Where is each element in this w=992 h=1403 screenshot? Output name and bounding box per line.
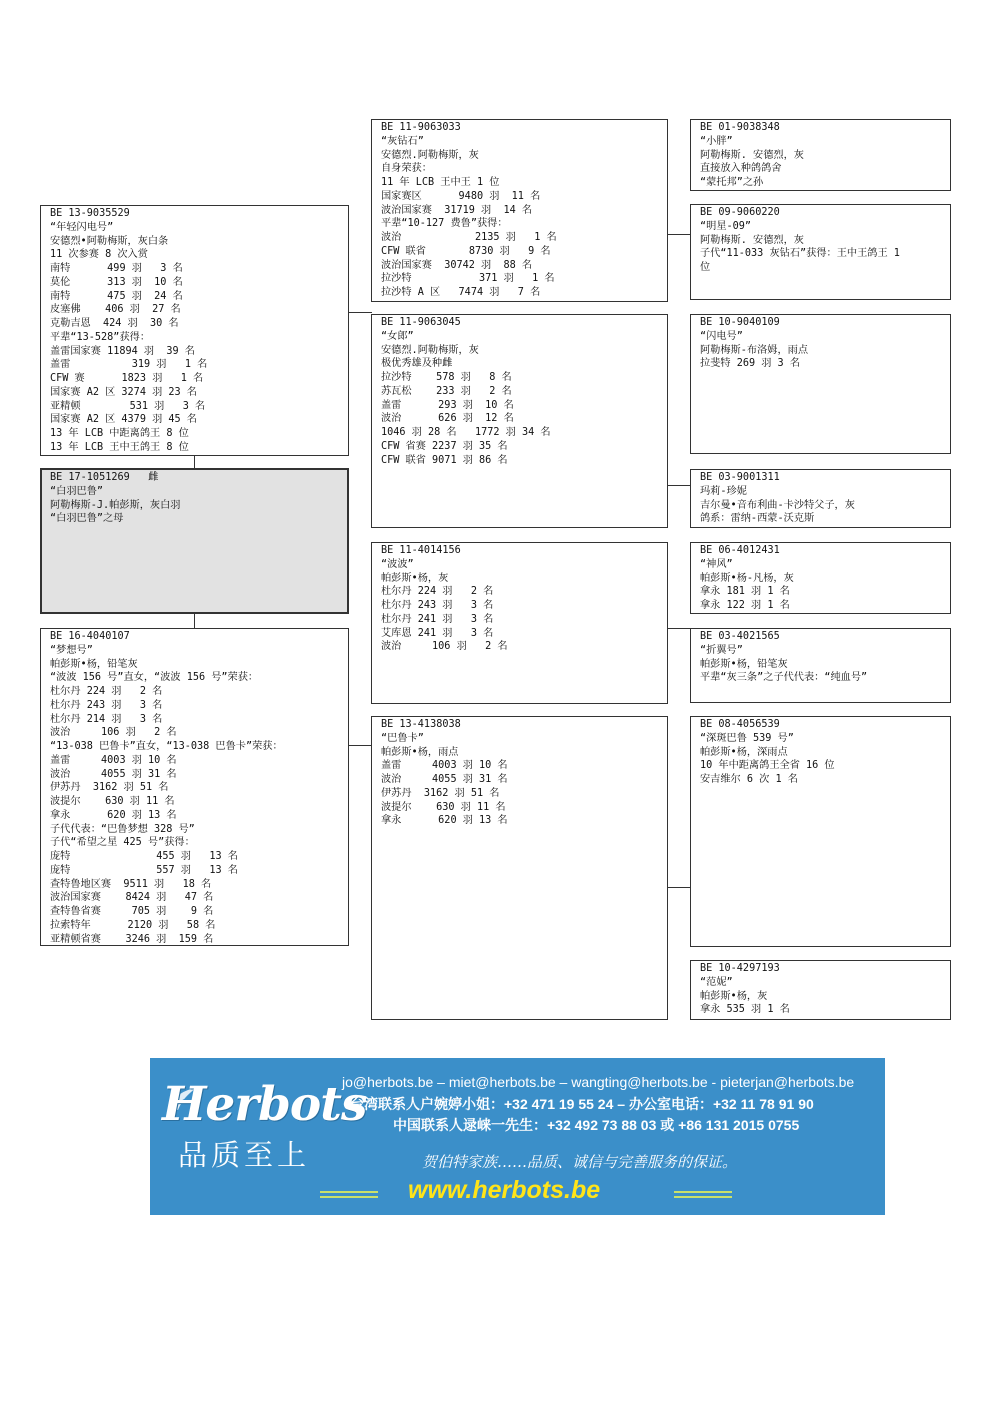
pedigree-line: 苏瓦松 233 羽 2 名 <box>381 385 512 397</box>
pedigree-card-dam-dam-dam <box>690 960 951 1020</box>
pedigree-line: 波治 4055 羽 31 名 <box>50 768 177 780</box>
pedigree-line: “闪电号” <box>700 330 743 342</box>
pedigree-line: 波治国家赛 8424 羽 47 名 <box>50 892 214 904</box>
pedigree-line: 阿勒梅斯. 安德烈，灰 <box>700 149 804 161</box>
pedigree-line: 盖雷 4003 羽 10 名 <box>50 754 177 766</box>
pedigree-line: 查特鲁省赛 705 羽 9 名 <box>50 906 214 917</box>
pedigree-line: 吉尔曼•音布利曲-卡沙特父子，灰 <box>700 499 855 511</box>
connector-line <box>667 234 691 235</box>
pedigree-line: 盖雷 293 羽 10 名 <box>381 399 514 411</box>
pedigree-line: 艾库恩 241 羽 3 名 <box>381 627 494 639</box>
pedigree-line: 阿勒梅斯-J.帕彭斯，灰白羽 <box>50 499 181 511</box>
pedigree-line: 伊苏丹 3162 羽 51 名 <box>381 787 500 799</box>
pedigree-line: 伊苏丹 3162 羽 51 名 <box>50 782 169 794</box>
pedigree-line: BE 08-4056539 <box>700 719 780 730</box>
pedigree-line: BE 10-9040109 <box>700 317 780 328</box>
pedigree-line: 安德烈.阿勒梅斯，灰 <box>381 344 479 356</box>
connector-line <box>667 485 691 486</box>
pedigree-card-sire-sire <box>371 119 668 302</box>
pedigree-card-dam-sire <box>371 542 668 704</box>
pedigree-line: 阿勒梅斯. 安德烈，灰 <box>700 234 804 246</box>
connector-line <box>348 312 372 313</box>
pedigree-line: 鸽系：雷纳-西蒙-沃克斯 <box>700 513 815 525</box>
pedigree-line: 拉沙特 371 羽 1 名 <box>381 273 555 285</box>
decor-line <box>674 1196 732 1198</box>
pedigree-line: 国家赛区 9480 羽 11 名 <box>381 190 541 202</box>
pedigree-line: 13 年 LCB 中距离鸽王 8 位 <box>50 428 189 439</box>
connector-line <box>348 745 372 746</box>
pedigree-line: 安德烈•阿勒梅斯，灰白条 <box>50 235 169 247</box>
pedigree-line: 波治 626 羽 12 名 <box>381 413 514 425</box>
pedigree-line: 1046 羽 28 名 1772 羽 34 名 <box>381 427 551 438</box>
pedigree-line: 直接放入种鸽鸽舍 <box>700 163 782 175</box>
pedigree-card-sire-sire-dam <box>690 204 951 300</box>
pedigree-card-dam-sire-sire <box>690 542 951 614</box>
pedigree-line: “梦想号” <box>50 644 93 656</box>
pedigree-line: 拉斐特 269 羽 3 名 <box>700 358 801 370</box>
pedigree-line: CFW 省赛 2237 羽 35 名 <box>381 440 508 452</box>
pedigree-line: 杜尔丹 224 羽 2 名 <box>381 586 494 598</box>
decor-line <box>320 1196 378 1198</box>
pedigree-line: 拿永 620 羽 13 名 <box>50 809 177 821</box>
pedigree-line: BE 10-4297193 <box>700 963 780 974</box>
pedigree-line: 莫伦 313 羽 10 名 <box>50 276 183 288</box>
pedigree-line: BE 09-9060220 <box>700 207 780 218</box>
pedigree-line: 10 年中距离鸽王全省 16 位 <box>700 760 835 772</box>
pedigree-line: 拿永 620 羽 13 名 <box>381 815 508 827</box>
pedigree-line: 国家赛 A2 区 3274 羽 23 名 <box>50 386 197 398</box>
pedigree-line: “白羽巴鲁”之母 <box>50 513 124 525</box>
pedigree-line: “灰钻石” <box>381 135 424 147</box>
pedigree-line: “波波” <box>381 558 414 570</box>
pedigree-line: 盖雷 319 羽 1 名 <box>50 359 208 371</box>
pedigree-line: “波波 156 号”直女，“波波 156 号”荣获： <box>50 672 259 684</box>
pedigree-line: 拿永 122 羽 1 名 <box>700 600 790 611</box>
pedigree-line: 波治 2135 羽 1 名 <box>381 232 557 243</box>
pedigree-line: “蒙托邦”之孙 <box>700 177 764 188</box>
pedigree-line: 帕彭斯•杨，灰 <box>700 990 768 1002</box>
pedigree-line: 波治 106 羽 2 名 <box>50 727 177 739</box>
pedigree-line: “神风” <box>700 558 733 570</box>
pedigree-card-sire-dam-dam <box>690 469 951 528</box>
pedigree-line: 子代代表：“巴鲁梦想 328 号” <box>50 823 195 835</box>
pedigree-line: 阿勒梅斯-布洛姆，雨点 <box>700 344 809 356</box>
pedigree-line: 波提尔 630 羽 11 名 <box>381 801 506 813</box>
pedigree-card-sire-dam <box>371 314 668 528</box>
pedigree-line: “年轻闪电号” <box>50 221 114 233</box>
pedigree-line: 波治国家赛 31719 羽 14 名 <box>381 204 533 216</box>
pedigree-line: CFW 赛 1823 羽 1 名 <box>50 373 204 384</box>
taiwan-contact: 台湾联系人户婉婷小姐：+32 471 19 55 24 – 办公室电话：+32 11 78 91 90 <box>350 1096 814 1112</box>
pedigree-line: 帕彭斯•杨，铅笔灰 <box>700 658 788 670</box>
pedigree-line: BE 11-9063033 <box>381 122 461 133</box>
email-contacts[interactable]: jo@herbots.be – miet@herbots.be – wangting@herbots.be - pieterjan@herbots.be <box>342 1074 855 1090</box>
pedigree-line: 平辈“灰三条”之子代代表：“纯血号” <box>700 672 868 684</box>
pedigree-line: 拿永 535 羽 1 名 <box>700 1004 790 1016</box>
pedigree-line: 杜尔丹 214 羽 3 名 <box>50 713 163 725</box>
pedigree-line: “女郎” <box>381 330 414 342</box>
pedigree-card-dam-dam <box>371 716 668 1020</box>
pedigree-line: “13-038 巴鲁卡”直女，“13-038 巴鲁卡”荣获： <box>50 741 283 752</box>
pedigree-line: “巴鲁卡” <box>381 732 424 744</box>
pedigree-line: 克勒吉恩 424 羽 30 名 <box>50 318 179 329</box>
pedigree-line: BE 13-4138038 <box>381 719 461 730</box>
herbots-logo: Herbots <box>162 1077 367 1132</box>
pedigree-line: 杜尔丹 241 羽 3 名 <box>381 613 494 625</box>
pedigree-line: “白羽巴鲁” <box>50 485 104 497</box>
pedigree-line: 帕彭斯•杨-凡杨，灰 <box>700 572 794 584</box>
pedigree-line: BE 11-9063045 <box>381 317 461 328</box>
pedigree-line: BE 16-4040107 <box>50 631 130 642</box>
pedigree-line: 亚精顿省赛 3246 羽 159 名 <box>50 933 214 945</box>
decor-line <box>674 1191 732 1193</box>
pedigree-card-dam-dam-sire <box>690 716 951 947</box>
pedigree-line: CFW 联省 9071 羽 86 名 <box>381 454 508 466</box>
pedigree-line: 盖雷 4003 羽 10 名 <box>381 760 508 772</box>
pedigree-line: “范妮” <box>700 976 733 988</box>
pedigree-line: 拉索特年 2120 羽 58 名 <box>50 919 216 931</box>
connector-line <box>194 613 195 629</box>
pedigree-line: BE 13-9035529 <box>50 208 130 219</box>
pedigree-line: 玛莉-珍妮 <box>700 485 747 497</box>
connector-line <box>667 887 691 888</box>
pedigree-card-sire-sire-sire <box>690 119 951 191</box>
pedigree-line: 自身荣获： <box>381 163 432 175</box>
pedigree-line: 国家赛 A2 区 4379 羽 45 名 <box>50 414 197 426</box>
pedigree-line: BE 06-4012431 <box>700 545 780 556</box>
pedigree-line: 帕彭斯•杨，铅笔灰 <box>50 658 138 670</box>
pedigree-line: BE 03-9001311 <box>700 472 780 483</box>
pedigree-line: 位 <box>700 262 711 273</box>
pedigree-line: 杜尔丹 224 羽 2 名 <box>50 686 163 697</box>
pedigree-line: 拉沙特 A 区 7474 羽 7 名 <box>381 287 541 298</box>
pedigree-line: BE 11-4014156 <box>381 545 461 556</box>
pedigree-card-sire-dam-sire <box>690 314 951 454</box>
pedigree-line: 安德烈.阿勒梅斯，灰 <box>381 149 479 161</box>
pedigree-line: 帕彭斯•杨，深雨点 <box>700 746 788 758</box>
pedigree-line: 子代“希望之星 425 号”获得： <box>50 837 195 849</box>
pedigree-line: 杜尔丹 243 羽 3 名 <box>381 600 494 611</box>
pedigree-line: 拉沙特 578 羽 8 名 <box>381 372 512 383</box>
pedigree-line: 波治国家赛 30742 羽 88 名 <box>381 259 533 271</box>
pedigree-line: 波提尔 630 羽 11 名 <box>50 796 175 807</box>
china-contact: 中国联系人逯崃一先生：+32 492 73 88 03 或 +86 131 2015 0755 <box>393 1117 800 1133</box>
website-link[interactable]: www.herbots.be <box>408 1176 601 1204</box>
pedigree-line: 子代“11-033 灰钻石”获得：王中王鸽王 1 <box>700 248 900 260</box>
pedigree-card-sire <box>40 205 349 456</box>
pedigree-line: 平辈“13-528”获得： <box>50 331 151 343</box>
logo-tagline: 品质至上 <box>178 1138 311 1172</box>
pedigree-line: 11 次参赛 8 次入赏 <box>50 249 148 261</box>
pedigree-line: 平辈“10-127 费鲁”获得： <box>381 218 508 230</box>
herbots-banner <box>150 1058 885 1215</box>
pedigree-line: 极优秀雄及种雌 <box>381 358 453 370</box>
pedigree-line: 庞特 455 羽 13 名 <box>50 851 238 862</box>
pedigree-line: 皮塞佛 406 羽 27 名 <box>50 304 181 316</box>
pedigree-line: 11 年 LCB 王中王 1 位 <box>381 177 500 188</box>
pedigree-line: BE 03-4021565 <box>700 631 780 642</box>
decor-line <box>320 1191 378 1193</box>
pedigree-line: BE 17-1051269 雌 <box>50 472 159 483</box>
pedigree-line: 安吉维尔 6 次 1 名 <box>700 774 798 785</box>
pedigree-line: “明星-09” <box>700 220 752 232</box>
pedigree-line: BE 01-9038348 <box>700 122 780 133</box>
pedigree-line: 亚精顿 531 羽 3 名 <box>50 400 206 412</box>
pedigree-card-dam <box>40 628 349 946</box>
pedigree-line: 南特 475 羽 24 名 <box>50 290 183 302</box>
pedigree-line: “深斑巴鲁 539 号” <box>700 732 794 744</box>
pedigree-card-dam-sire-dam <box>690 628 951 703</box>
banner-slogan: 贺伯特家族……品质、诚信与完善服务的保证。 <box>422 1153 738 1171</box>
connector-line <box>667 628 691 629</box>
pedigree-line: 南特 499 羽 3 名 <box>50 263 183 274</box>
pedigree-line: 杜尔丹 243 羽 3 名 <box>50 699 163 711</box>
pedigree-line: CFW 联省 8730 羽 9 名 <box>381 245 551 257</box>
pedigree-card-subject <box>40 468 349 614</box>
pedigree-line: 波治 106 羽 2 名 <box>381 641 508 653</box>
pedigree-line: 庞特 557 羽 13 名 <box>50 864 238 876</box>
pedigree-line: 帕彭斯•杨，灰 <box>381 572 449 584</box>
pedigree-line: 帕彭斯•杨，雨点 <box>381 746 459 758</box>
pedigree-line: “小胖” <box>700 135 733 147</box>
pedigree-line: 13 年 LCB 王中王鸽王 8 位 <box>50 441 189 453</box>
connector-line <box>194 455 195 469</box>
pedigree-line: 波治 4055 羽 31 名 <box>381 774 508 785</box>
pedigree-line: “折翼号” <box>700 644 743 656</box>
pedigree-line: 盖雷国家赛 11894 羽 39 名 <box>50 345 195 357</box>
pedigree-line: 拿永 181 羽 1 名 <box>700 586 790 598</box>
pedigree-line: 查特鲁地区赛 9511 羽 18 名 <box>50 878 212 890</box>
